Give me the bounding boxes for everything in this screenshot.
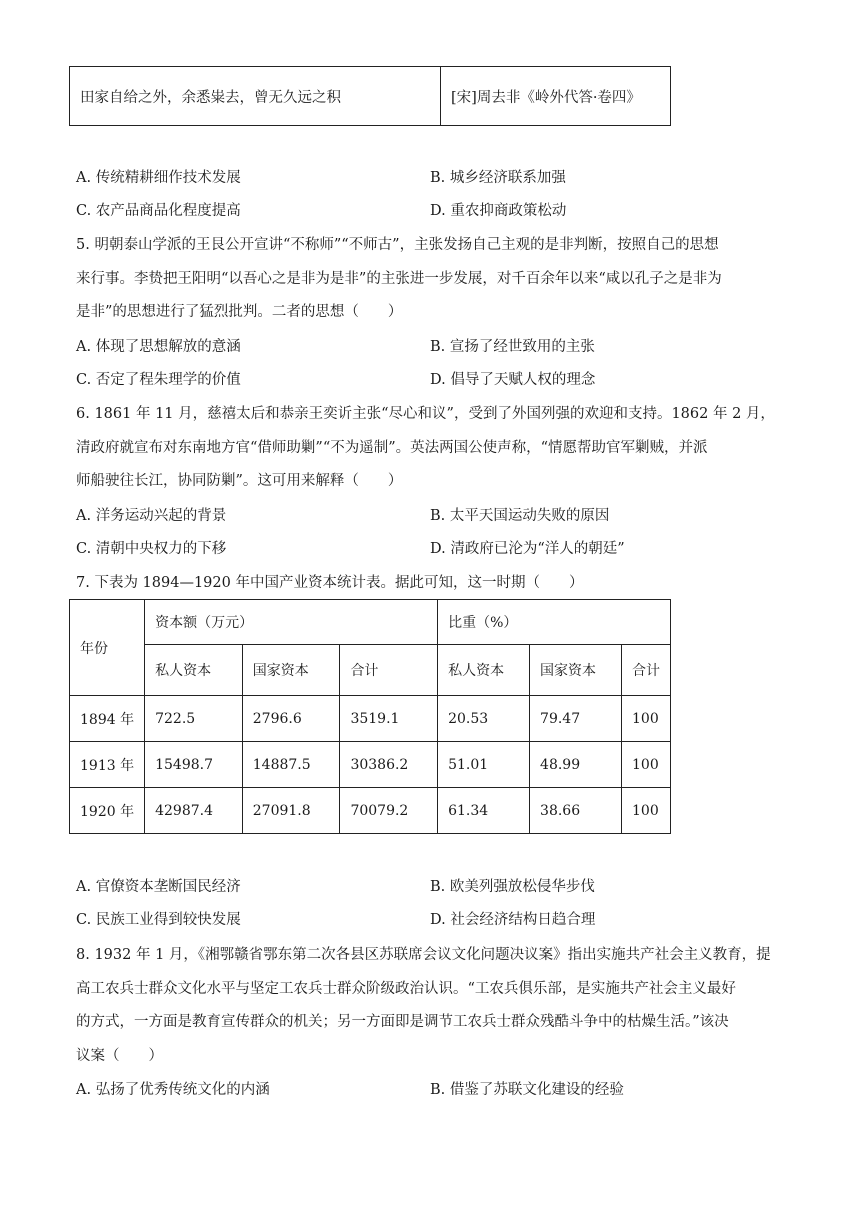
row-year: 1894 年 [70,696,145,742]
q4-option-d[interactable]: D. 重农抑商政策松动 [430,203,567,219]
subheader-total-amount: 合计 [340,645,438,696]
q8-stem-line-3: 的方式，一方面是教育宣传群众的机关；另一方面即是调节工农兵士群众残酷斗争中的枯燥生活。”该决 [76,1014,729,1030]
q5-option-c[interactable]: C. 否定了程朱理学的价值 [76,372,241,388]
subheader-private-ratio: 私人资本 [438,645,530,696]
cell-total-ratio: 100 [622,788,671,834]
cell-private-amount: 722.5 [145,696,243,742]
cell-private-ratio: 61.34 [438,788,530,834]
subheader-state-ratio: 国家资本 [530,645,622,696]
cell-state-ratio: 79.47 [530,696,622,742]
q7-option-c[interactable]: C. 民族工业得到较快发展 [76,912,241,928]
cell-state-amount: 14887.5 [242,742,340,788]
subheader-state-amount: 国家资本 [242,645,340,696]
quote-row [70,67,671,126]
q8-stem-line-4: 议案（ ） [76,1048,163,1064]
q8-option-a[interactable]: A. 弘扬了优秀传统文化的内涵 [76,1082,270,1098]
table-row [70,788,671,834]
cell-private-amount: 15498.7 [145,742,243,788]
table-row [70,742,671,788]
q5-option-b[interactable]: B. 宣扬了经世致用的主张 [430,339,595,355]
q4-option-a[interactable]: A. 传统精耕细作技术发展 [76,170,241,186]
header-ratio: 比重（%） [438,600,671,645]
q6-stem-line-1: 6. 1861 年 11 月，慈禧太后和恭亲王奕䜣主张“尽心和议”，受到了外国列强的欢迎和支持。1862 年 2 月， [76,406,775,422]
q5-stem-line-2: 来行事。李贽把王阳明“以吾心之是非为是非”的主张进一步发展，对千百余年以来“咸以孔子之是非为 [76,271,722,287]
q5-stem-line-1: 5. 明朝泰山学派的王艮公开宣讲“不称师”“不师古”，主张发扬自己主观的是非判断，按照自己的思想 [76,237,719,253]
cell-private-ratio: 51.01 [438,742,530,788]
cell-private-amount: 42987.4 [145,788,243,834]
q6-stem-line-3: 师船驶往长江，协同防剿”。这可用来解释（ ） [76,473,403,489]
q7-option-b[interactable]: B. 欧美列强放松侵华步伐 [430,879,595,895]
cell-private-ratio: 20.53 [438,696,530,742]
q5-option-a[interactable]: A. 体现了思想解放的意涵 [76,339,241,355]
quote-text: 田家自给之外，余悉粜去，曾无久远之积 [70,67,441,126]
cell-total-amount: 3519.1 [340,696,438,742]
capital-stats-table [69,599,671,834]
row-year: 1920 年 [70,788,145,834]
table-row [70,696,671,742]
q6-option-c[interactable]: C. 清朝中央权力的下移 [76,541,227,557]
cell-total-amount: 30386.2 [340,742,438,788]
subheader-private-amount: 私人资本 [145,645,243,696]
q4-option-b[interactable]: B. 城乡经济联系加强 [430,170,566,186]
header-year: 年份 [70,600,145,696]
q6-option-a[interactable]: A. 洋务运动兴起的背景 [76,508,227,524]
q6-stem-line-2: 清政府就宣布对东南地方官“借师助剿”“不为遥制”。英法两国公使声称，“情愿帮助官军剿贼，并派 [76,440,708,456]
table-header-row-2 [70,645,671,696]
cell-total-ratio: 100 [622,696,671,742]
q7-stem: 7. 下表为 1894—1920 年中国产业资本统计表。据此可知，这一时期（ ） [76,575,584,591]
cell-state-amount: 27091.8 [242,788,340,834]
q5-stem-line-3: 是非”的思想进行了猛烈批判。二者的思想（ ） [76,304,403,320]
cell-total-amount: 70079.2 [340,788,438,834]
q7-option-a[interactable]: A. 官僚资本垄断国民经济 [76,879,241,895]
cell-state-ratio: 38.66 [530,788,622,834]
subheader-total-ratio: 合计 [622,645,671,696]
q8-option-b[interactable]: B. 借鉴了苏联文化建设的经验 [430,1082,624,1098]
table-header-row-1 [70,600,671,645]
q6-option-d[interactable]: D. 清政府已沦为“洋人的朝廷” [430,541,625,557]
q4-option-c[interactable]: C. 农产品商品化程度提高 [76,203,241,219]
q5-option-d[interactable]: D. 倡导了天赋人权的理念 [430,372,596,388]
header-capital-amount: 资本额（万元） [145,600,438,645]
quote-source: [宋]周去非《岭外代答·卷四》 [441,67,671,126]
cell-state-amount: 2796.6 [242,696,340,742]
q8-stem-line-1: 8. 1932 年 1 月，《湘鄂赣省鄂东第二次各县区苏联席会议文化问题决议案》指出实施共产社会主义教育，提 [76,947,771,963]
q7-option-d[interactable]: D. 社会经济结构日趋合理 [430,912,596,928]
q6-option-b[interactable]: B. 太平天国运动失败的原因 [430,508,610,524]
cell-state-ratio: 48.99 [530,742,622,788]
row-year: 1913 年 [70,742,145,788]
quote-table [69,66,671,126]
cell-total-ratio: 100 [622,742,671,788]
q8-stem-line-2: 高工农兵士群众文化水平与坚定工农兵士群众阶级政治认识。“工农兵俱乐部，是实施共产社会主义最好 [76,981,736,997]
